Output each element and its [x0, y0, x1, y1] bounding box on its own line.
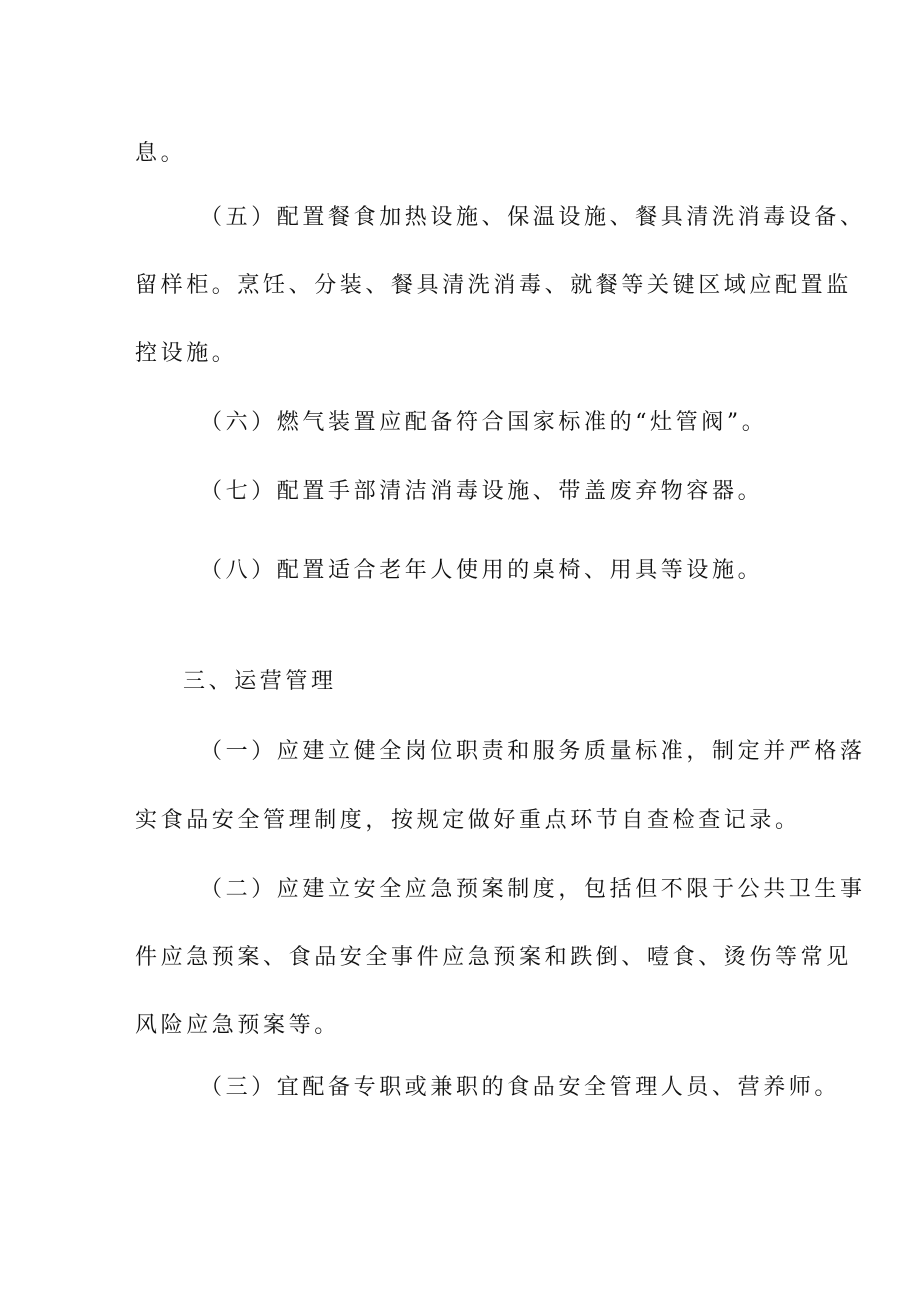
text-line-op-2: （二）应建立安全应急预案制度，包括但不限于公共卫生事	[200, 877, 866, 902]
text-line-op-3: （三）宜配备专职或兼职的食品安全管理人员、营养师。	[200, 1075, 841, 1100]
text-line-item-8: （八）配置适合老年人使用的桌椅、用具等设施。	[200, 558, 764, 583]
text-line-item-5-cont-1: 留样柜。烹饪、分装、餐具清洗消毒、就餐等关键区域应配置监	[135, 273, 852, 298]
text-line-op-2-cont-1: 件应急预案、食品安全事件应急预案和跌倒、噎食、烫伤等常见	[135, 945, 852, 970]
text-line-item-5: （五）配置餐食加热设施、保温设施、餐具清洗消毒设备、	[200, 205, 866, 230]
text-line-op-2-cont-2: 风险应急预案等。	[135, 1013, 340, 1038]
text-line-op-1-cont: 实食品安全管理制度，按规定做好重点环节自查检查记录。	[135, 808, 801, 833]
text-line-item-7: （七）配置手部清洁消毒设施、带盖废弃物容器。	[200, 479, 764, 504]
text-line-continuation: 息。	[135, 141, 187, 166]
section-heading-operations: 三、运营管理	[183, 669, 337, 694]
text-line-item-6: （六）燃气装置应配备符合国家标准的“灶管阀”。	[200, 410, 768, 435]
text-line-op-1: （一）应建立健全岗位职责和服务质量标准，制定并严格落	[200, 739, 866, 764]
text-line-item-5-cont-2: 控设施。	[135, 341, 238, 366]
